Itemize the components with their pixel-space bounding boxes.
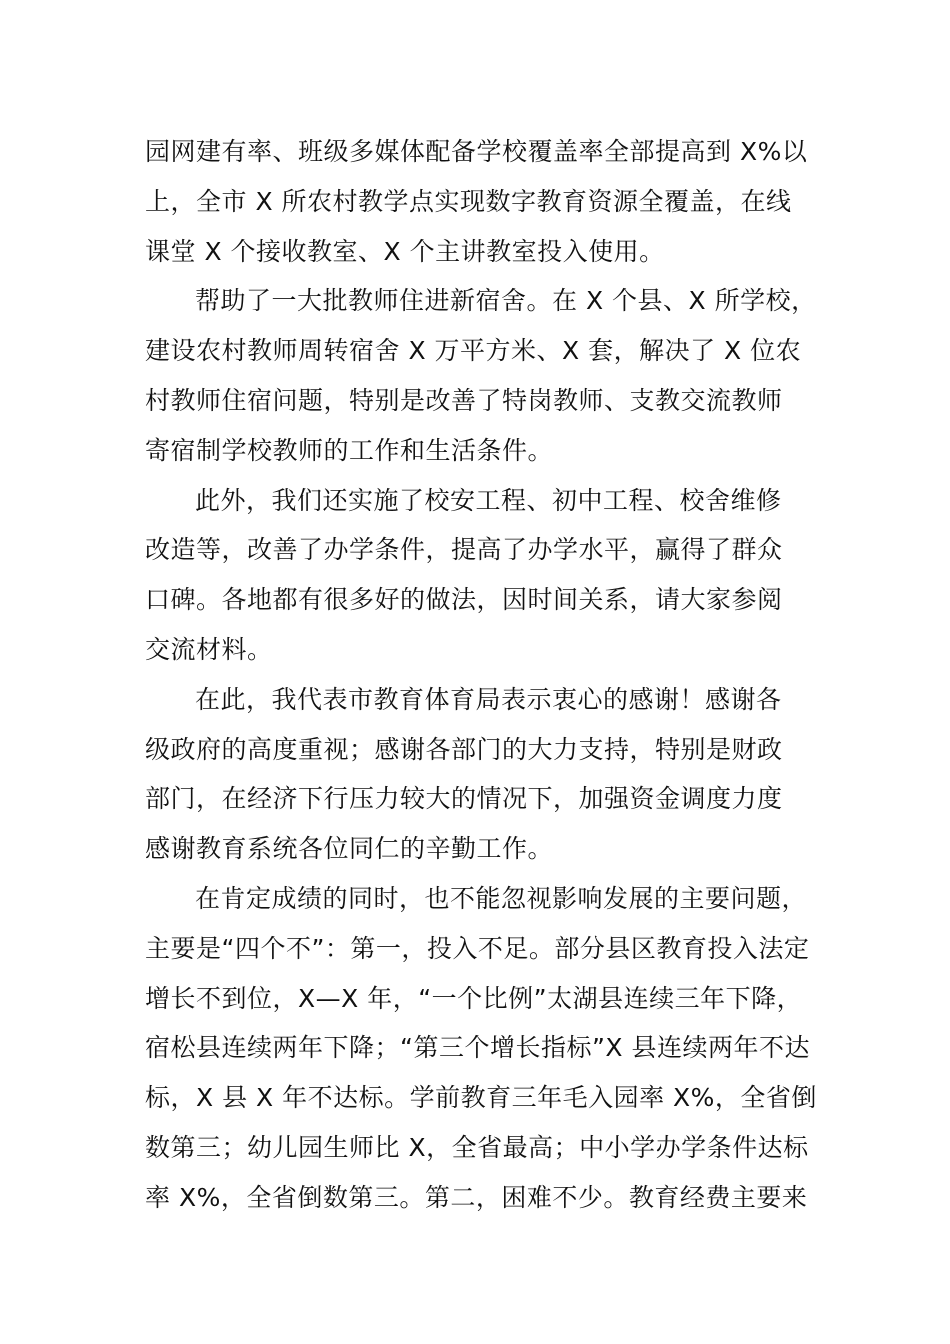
text-line: 感谢教育系统各位同仁的辛勤工作。 [145,834,554,864]
text-line: 帮助了一大批教师住进新宿舍。在 X 个县、X 所学校， [195,286,817,316]
text-line: 建设农村教师周转宿舍 X 万平方米、X 套，解决了 X 位农 [145,336,802,366]
text-line: 此外，我们还实施了校安工程、初中工程、校舍维修 [195,485,782,515]
text-line: 率 X%，全省倒数第三。第二，困难不少。教育经费主要来 [145,1182,808,1212]
text-line: 村教师住宿问题，特别是改善了特岗教师、支教交流教师 [145,385,783,415]
text-line: 课堂 X 个接收教室、X 个主讲教室投入使用。 [145,236,665,266]
text-line: 增长不到位，X—X 年，“一个比例”太湖县连续三年下降， [145,983,803,1013]
text-line: 上，全市 X 所农村教学点实现数字教育资源全覆盖，在线 [145,186,792,216]
text-line: 级政府的高度重视；感谢各部门的大力支持，特别是财政 [145,734,783,764]
text-line: 改造等，改善了办学条件，提高了办学水平，赢得了群众 [145,535,783,565]
text-line: 寄宿制学校教师的工作和生活条件。 [145,435,554,465]
text-line: 标，X 县 X 年不达标。学前教育三年毛入园率 X%，全省倒 [145,1083,817,1113]
text-line: 数第三；幼儿园生师比 X，全省最高；中小学办学条件达标 [145,1132,809,1162]
text-line: 宿松县连续两年下降；“第三个增长指标”X 县连续两年不达 [145,1033,810,1063]
text-line: 在肯定成绩的同时，也不能忽视影响发展的主要问题， [195,883,808,913]
text-line: 主要是“四个不”：第一，投入不足。部分县区教育投入法定 [145,933,810,963]
text-line: 部门，在经济下行压力较大的情况下，加强资金调度力度 [145,784,783,814]
text-line: 园网建有率、班级多媒体配备学校覆盖率全部提高到 X%以 [145,137,808,166]
body-text [145,127,835,1223]
text-line: 在此，我代表市教育体育局表示衷心的感谢！感谢各 [195,684,782,714]
text-line: 口碑。各地都有很多好的做法，因时间关系，请大家参阅 [145,585,783,615]
text-line: 交流材料。 [145,634,273,664]
